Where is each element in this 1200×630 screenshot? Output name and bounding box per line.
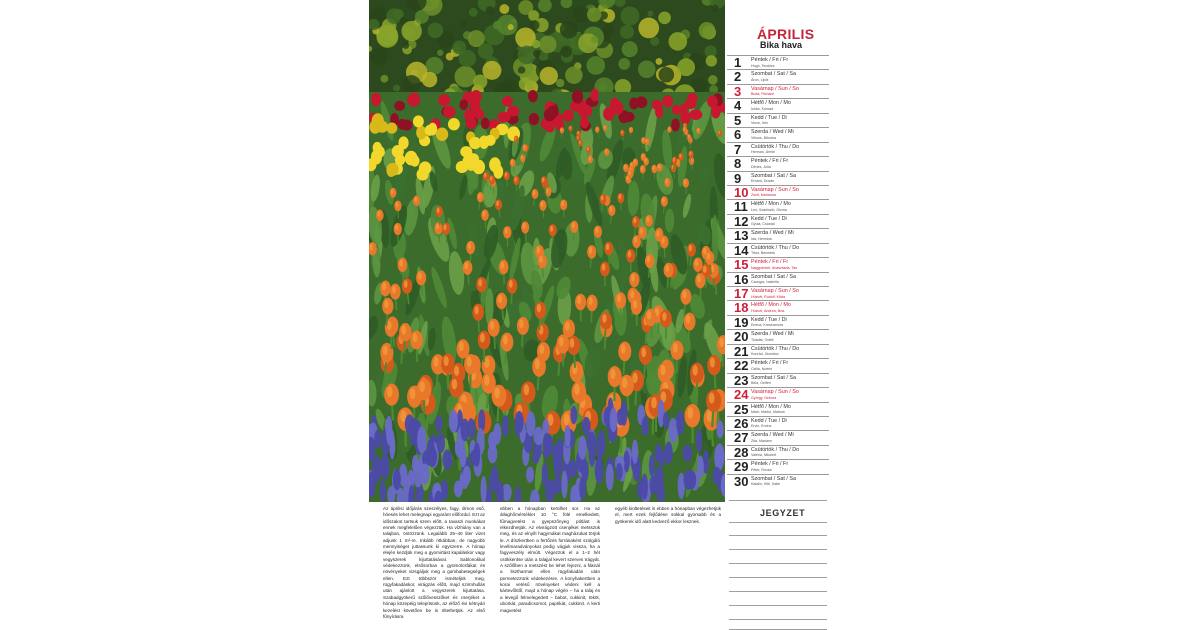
name-days: Emma, Kreszcencia bbox=[751, 323, 783, 328]
article-column-2: ebben a hónapban kerülhet sor. Ha az átlaghőmérséklet 10 °C fölé emelkedett, fűmagvetést a gyepszőnyeg pótlást is elkezdhetjük. Az elvirágzott csenjéket metsszük meg, és az elnyílt hagymákat magházukat törjük le. A díszkertben a fertőzés forrásaként szolgáló levélmaradványokat pedig vágjuk vissza, ha a fagyveszély elmúlt. Végezzük el a 1–2 hét csökkentse után a talajjal kevert szerves trágyát. A szőlőben a metszést be lehet fejezni, a fáknál a lisztharmat ellen rügyfakadás után permetezzünk védekezésre. A konyhakertben a korai vetésű növényeket védeni kell a kártevőktől, majd a hónap végén – ha a talaj és a levegő felmelegedett – babot, cukkinit, tököt, uborkát, paradicsomot, paprikát, cukkinit. A kerti magvetést bbox=[500, 506, 600, 613]
day-row bbox=[727, 228, 829, 242]
day-number: 19 bbox=[734, 314, 749, 330]
day-name: Csütörtök / Thu / Do bbox=[751, 244, 800, 251]
day-number: 8 bbox=[734, 156, 742, 172]
day-row bbox=[727, 185, 829, 199]
day-name: Szombat / Sat / Sa bbox=[751, 475, 796, 482]
day-row bbox=[727, 142, 829, 156]
name-days: Csilla, Noémi bbox=[751, 366, 773, 371]
name-days: Zita, Mariann bbox=[751, 438, 772, 443]
day-row bbox=[727, 329, 829, 343]
day-number: 30 bbox=[734, 473, 749, 489]
day-row bbox=[727, 199, 829, 213]
day-number: 7 bbox=[734, 141, 742, 157]
day-row bbox=[727, 127, 829, 141]
month-title: ÁPRILIS bbox=[757, 26, 815, 42]
day-name: Hétfő / Mon / Mo bbox=[751, 100, 791, 107]
day-row bbox=[727, 373, 829, 387]
name-days: Izidor, Konrad bbox=[751, 106, 774, 111]
day-name: Hétfő / Mon / Mo bbox=[751, 302, 791, 309]
day-row bbox=[727, 416, 829, 430]
name-days: Húsvét, Rudolf, Klára bbox=[751, 294, 785, 299]
day-name: Kedd / Tue / Di bbox=[751, 215, 787, 222]
day-name: Péntek / Fri / Fr bbox=[751, 158, 789, 165]
day-number: 18 bbox=[734, 300, 749, 316]
day-row bbox=[727, 156, 829, 170]
name-days: Leó, Szaniszló, Gizma bbox=[751, 207, 787, 212]
day-number: 21 bbox=[734, 343, 749, 359]
day-number: 2 bbox=[734, 69, 742, 85]
day-name: Kedd / Tue / Di bbox=[751, 316, 787, 323]
name-days: Ervin, Ervina bbox=[751, 424, 772, 429]
name-days: Csongor, Izabella bbox=[751, 280, 779, 285]
name-days: Tibor, Benedek bbox=[751, 251, 776, 256]
day-list bbox=[727, 55, 829, 488]
name-days: Erhard, Dusán bbox=[751, 179, 775, 183]
day-number: 6 bbox=[734, 127, 742, 143]
day-number: 12 bbox=[734, 213, 749, 229]
day-row bbox=[727, 84, 829, 98]
day-number: 1 bbox=[734, 55, 742, 70]
day-number: 24 bbox=[734, 387, 749, 403]
day-number: 22 bbox=[734, 358, 749, 374]
day-row bbox=[727, 300, 829, 314]
day-number: 11 bbox=[734, 199, 748, 215]
day-name: Csütörtök / Thu / Do bbox=[751, 446, 800, 453]
name-days: Katalin, Kitti, Katie bbox=[751, 482, 781, 487]
day-number: 29 bbox=[734, 459, 749, 475]
name-days: Dénes, Júlia bbox=[751, 164, 771, 169]
notes-title: JEGYZET bbox=[760, 508, 806, 518]
tulip-photo bbox=[369, 0, 725, 502]
day-name: Vasárnap / Sun / So bbox=[751, 85, 799, 92]
tulip-field-image bbox=[369, 0, 725, 502]
day-number: 17 bbox=[734, 286, 749, 301]
name-days: Zsolt, Marianna bbox=[751, 193, 776, 198]
day-row bbox=[727, 402, 829, 416]
day-row bbox=[727, 257, 829, 271]
day-name: Péntek / Fri / Fr bbox=[751, 461, 789, 468]
name-days: Vilmos, Bíborka bbox=[751, 135, 777, 140]
day-name: Hétfő / Mon / Mo bbox=[751, 403, 791, 410]
day-row bbox=[727, 69, 829, 83]
day-number: 10 bbox=[734, 184, 749, 200]
day-row bbox=[727, 113, 829, 127]
name-days: Áron, Lipót bbox=[751, 77, 769, 82]
note-line bbox=[729, 500, 827, 501]
day-name: Vasárnap / Sun / So bbox=[751, 389, 799, 396]
day-name: Szerda / Wed / Mi bbox=[751, 230, 794, 237]
note-line bbox=[729, 619, 827, 620]
day-row bbox=[727, 430, 829, 444]
day-number: 15 bbox=[734, 257, 749, 273]
day-row bbox=[727, 358, 829, 372]
day-name: Szombat / Sat / Sa bbox=[751, 172, 796, 179]
article-column-3: egyéb kiültetéseit is ebben a hónapban végezhetjük el, mert ezek fejlődése sokkal gyorsabb és a gyökerek idő alatt kedvező ekkor lesznek. bbox=[615, 506, 721, 524]
day-name: Szombat / Sat / Sa bbox=[751, 374, 796, 381]
day-number: 3 bbox=[734, 83, 742, 99]
name-days: Herman, Ármin bbox=[751, 150, 776, 155]
day-name: Szerda / Wed / Mi bbox=[751, 432, 794, 439]
name-days: Gyula, Csanád bbox=[751, 222, 775, 227]
day-name: Péntek / Fri / Fr bbox=[751, 259, 789, 266]
day-row bbox=[727, 243, 829, 257]
name-days: Béla, Gellért bbox=[751, 381, 771, 386]
day-name: Csütörtök / Thu / Do bbox=[751, 143, 800, 150]
note-line bbox=[729, 563, 827, 564]
day-number: 5 bbox=[734, 112, 742, 128]
day-number: 28 bbox=[734, 444, 749, 460]
name-days: Nagypéntek, Anasztázia, Tas bbox=[751, 265, 798, 270]
name-days: György, Debóra bbox=[751, 395, 777, 400]
day-name: Péntek / Fri / Fr bbox=[751, 360, 789, 367]
day-name: Vasárnap / Sun / So bbox=[751, 186, 799, 193]
day-number: 20 bbox=[734, 329, 749, 345]
note-line bbox=[729, 535, 827, 536]
day-name: Kedd / Tue / Di bbox=[751, 114, 787, 121]
name-days: Valéria, Nikolett bbox=[751, 453, 776, 458]
day-number: 16 bbox=[734, 271, 749, 287]
day-row bbox=[727, 315, 829, 329]
day-row bbox=[727, 459, 829, 473]
day-row bbox=[727, 98, 829, 112]
day-row bbox=[727, 171, 829, 185]
name-days: Ida, Hermina bbox=[751, 236, 772, 241]
day-name: Szombat / Sat / Sa bbox=[751, 71, 796, 78]
day-row bbox=[727, 286, 829, 300]
article-column-1: Az áprilisi időjárás szeszélyes, fagy, ólmos eső, hóesés lehet melegnapi egyaránt előfordul. Ezt az időszakot tartsuk szem előtt, a tavaszi munkákat ennek megfelelően végezzük. Ha vízhiány van a talajban, öntözzünk. Legalább 25–40 liter vizet adjunk 1 m²-re. Inkább ritkábban, de nagyobb mennyiséget juttassunk ki egyszerre. A hónap elején kezdjük meg a gyomirtást kapáláskor vagy vegyszerek kijuttatásával. Sablonokkal védekezzünk, elsősorban a gyümölcsfákat és növényeket vizsgáljuk meg a gombabetegségek ellen. Ezt többször ismételjük meg, rügyfakadáskor, virágzás előtt, majd szirmhullás után ajánlott a vegyszerek kijuttatása. Szabadgyökerű szőlővesszőket és cserjéket a hónap közepéig telepítsünk, az előző évi kétnyári kezelést követően be is öltethetjük. Az első fűnyírásra bbox=[383, 506, 485, 619]
day-number: 23 bbox=[734, 372, 749, 388]
day-number: 9 bbox=[734, 170, 742, 186]
name-days: Péter, Roxán bbox=[751, 467, 772, 472]
name-days: Vince, Irén bbox=[751, 121, 769, 126]
name-days: Márk, Márkó, Márkus bbox=[751, 410, 785, 414]
day-number: 13 bbox=[734, 228, 749, 244]
month-subtitle: Bika hava bbox=[760, 40, 803, 50]
day-name: Szerda / Wed / Mi bbox=[751, 129, 794, 136]
day-number: 25 bbox=[734, 401, 749, 417]
day-row bbox=[727, 214, 829, 228]
day-row bbox=[727, 387, 829, 401]
calendar-column bbox=[727, 0, 829, 630]
day-number: 4 bbox=[734, 98, 742, 114]
day-number: 26 bbox=[734, 415, 749, 431]
note-line bbox=[729, 522, 827, 523]
name-days: Konrád, Zsombor bbox=[751, 352, 779, 357]
day-name: Péntek / Fri / Fr bbox=[751, 57, 789, 63]
day-row bbox=[727, 445, 829, 459]
day-name: Hétfő / Mon / Mo bbox=[751, 201, 791, 208]
day-row bbox=[727, 272, 829, 286]
day-name: Kedd / Tue / Di bbox=[751, 417, 787, 424]
note-line bbox=[729, 591, 827, 592]
day-name: Csütörtök / Thu / Do bbox=[751, 345, 800, 352]
name-days: Tivadar, Odett bbox=[751, 337, 774, 342]
day-row bbox=[727, 344, 829, 358]
name-days: Buda, Richárd bbox=[751, 92, 774, 97]
name-days: Húsvét, Andrea, Ilma bbox=[751, 308, 785, 313]
note-line bbox=[729, 577, 827, 578]
day-name: Vasárnap / Sun / So bbox=[751, 288, 799, 294]
day-name: Szerda / Wed / Mi bbox=[751, 331, 794, 338]
note-line bbox=[729, 549, 827, 550]
name-days: Hugó, Teodóra bbox=[751, 63, 775, 68]
day-name: Szombat / Sat / Sa bbox=[751, 273, 796, 280]
calendar-page bbox=[369, 0, 829, 630]
note-line bbox=[729, 605, 827, 606]
day-number: 14 bbox=[734, 242, 749, 258]
day-row bbox=[727, 55, 829, 69]
day-number: 27 bbox=[734, 430, 749, 446]
day-row bbox=[727, 474, 829, 488]
